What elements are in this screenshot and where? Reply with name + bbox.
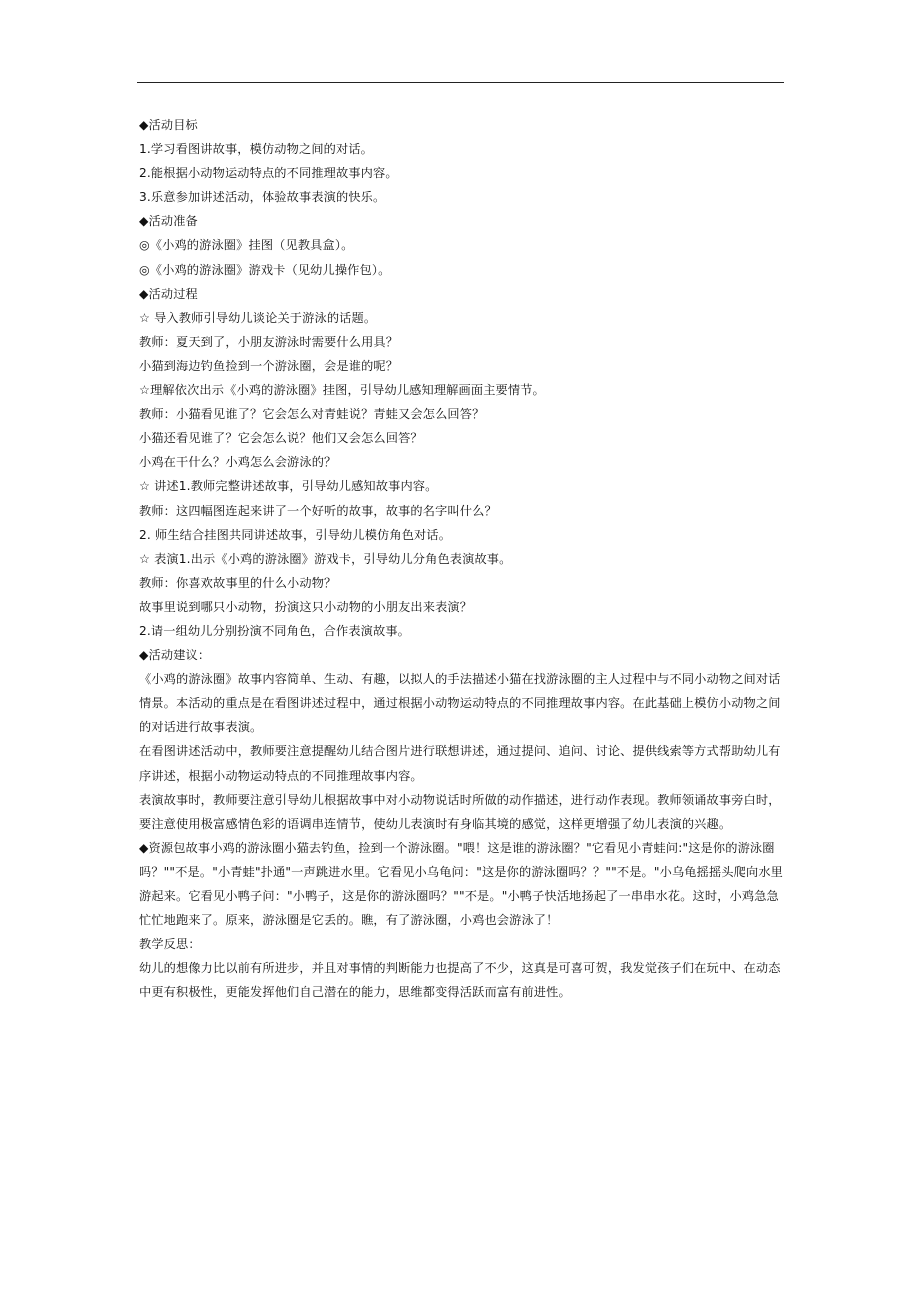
line-29: 要注意使用极富感情色彩的语调串连情节，使幼儿表演时有身临其境的感觉，这样更增强了幼儿表演的兴趣。 (139, 816, 732, 831)
line-34: 教学反思： (139, 937, 201, 952)
line-8: ☆ 导入教师引导幼儿谈论关于游泳的话题。 (139, 310, 377, 325)
line-23: 《小鸡的游泳圈》故事内容简单、生动、有趣，以拟人的手法描述小猫在找游泳圈的主人过程中与不同小动物之间对话 (139, 672, 781, 687)
line-4: ◆活动准备 (139, 214, 198, 229)
line-12: 教师：小猫看见谁了？它会怎么对青蛙说？青蛙又会怎么回答？ (139, 407, 485, 422)
line-14: 小鸡在干什么？小鸡怎么会游泳的？ (139, 455, 337, 470)
line-35: 幼儿的想像力比以前有所进步，并且对事情的判断能力也提高了不少，这真是可喜可贺，我发觉孩子们在玩中、在动态 (139, 961, 781, 976)
line-17: 2. 师生结合挂图共同讲述故事，引导幼儿模仿角色对话。 (139, 527, 452, 542)
line-2: 2.能根据小动物运动特点的不同推理故事内容。 (139, 166, 398, 181)
line-31: 吗？""不是。"小青蛙"扑通"一声跳进水里。它看见小乌龟问："这是你的游泳圈吗？？""不是。"小乌龟摇摇头爬向水里 (139, 864, 784, 879)
line-24: 情景。本活动的重点是在看图讲述过程中，通过根据小动物运动特点的不同推理故事内容。在此基础上模仿小动物之间 (139, 696, 781, 711)
line-30: ◆资源包故事小鸡的游泳圈小猫去钓鱼，捡到一个游泳圈。"喂！这是谁的游泳圈？"它看见小青蛙问:"这是你的游泳圈 (139, 840, 775, 855)
line-6: ◎《小鸡的游泳圈》游戏卡（见幼儿操作包）。 (139, 262, 391, 277)
line-22: ◆活动建议： (139, 648, 211, 663)
line-1: 1.学习看图讲故事，模仿动物之间的对话。 (139, 142, 374, 157)
line-9: 教师：夏天到了，小朋友游泳时需要什么用具？ (139, 334, 399, 349)
line-10: 小猫到海边钓鱼捡到一个游泳圈，会是谁的呢？ (139, 358, 399, 373)
header-rule (137, 82, 784, 83)
line-18: ☆ 表演1.出示《小鸡的游泳圈》游戏卡，引导幼儿分角色表演故事。 (139, 551, 512, 566)
line-3: 3.乐意参加讲述活动，体验故事表演的快乐。 (139, 190, 386, 205)
line-21: 2.请一组幼儿分别扮演不同角色，合作表演故事。 (139, 623, 411, 638)
line-27: 序讲述，根据小动物运动特点的不同推理故事内容。 (139, 768, 423, 783)
line-16: 教师：这四幅图连起来讲了一个好听的故事，故事的名字叫什么？ (139, 503, 497, 518)
line-32: 游起来。它看见小鸭子问："小鸭子，这是你的游泳圈吗？""不是。"小鸭子快活地扬起了一串串水花。这时，小鸡急急 (139, 889, 779, 903)
line-0: ◆活动目标 (139, 118, 198, 132)
line-26: 在看图讲述活动中，教师要注意提醒幼儿结合图片进行联想讲述，通过提问、追问、讨论、提供线索等方式帮助幼儿有 (139, 744, 781, 759)
line-20: 故事里说到哪只小动物，扮演这只小动物的小朋友出来表演？ (139, 599, 473, 614)
line-7: ◆活动过程 (139, 286, 198, 301)
line-15: ☆ 讲述1.教师完整讲述故事，引导幼儿感知故事内容。 (139, 479, 438, 494)
line-28: 表演故事时，教师要注意引导幼儿根据故事中对小动物说话时所做的动作描述，进行动作表现。教师领诵故事旁白时， (139, 792, 781, 807)
line-5: ◎《小鸡的游泳圈》挂图（见教具盒）。 (139, 238, 354, 253)
line-36: 中更有积极性，更能发挥他们自己潜在的能力，思维都变得活跃而富有前进性。 (139, 985, 571, 1000)
line-13: 小猫还看见谁了？它会怎么说？他们又会怎么回答？ (139, 431, 423, 446)
document-body (139, 113, 789, 1004)
line-11: ☆理解依次出示《小鸡的游泳圈》挂图，引导幼儿感知理解画面主要情节。 (139, 383, 545, 398)
line-33: 忙忙地跑来了。原来，游泳圈是它丢的。瞧，有了游泳圈，小鸡也会游泳了！ (139, 913, 559, 928)
line-25: 的对话进行故事表演。 (139, 720, 263, 735)
line-19: 教师：你喜欢故事里的什么小动物？ (139, 575, 337, 590)
